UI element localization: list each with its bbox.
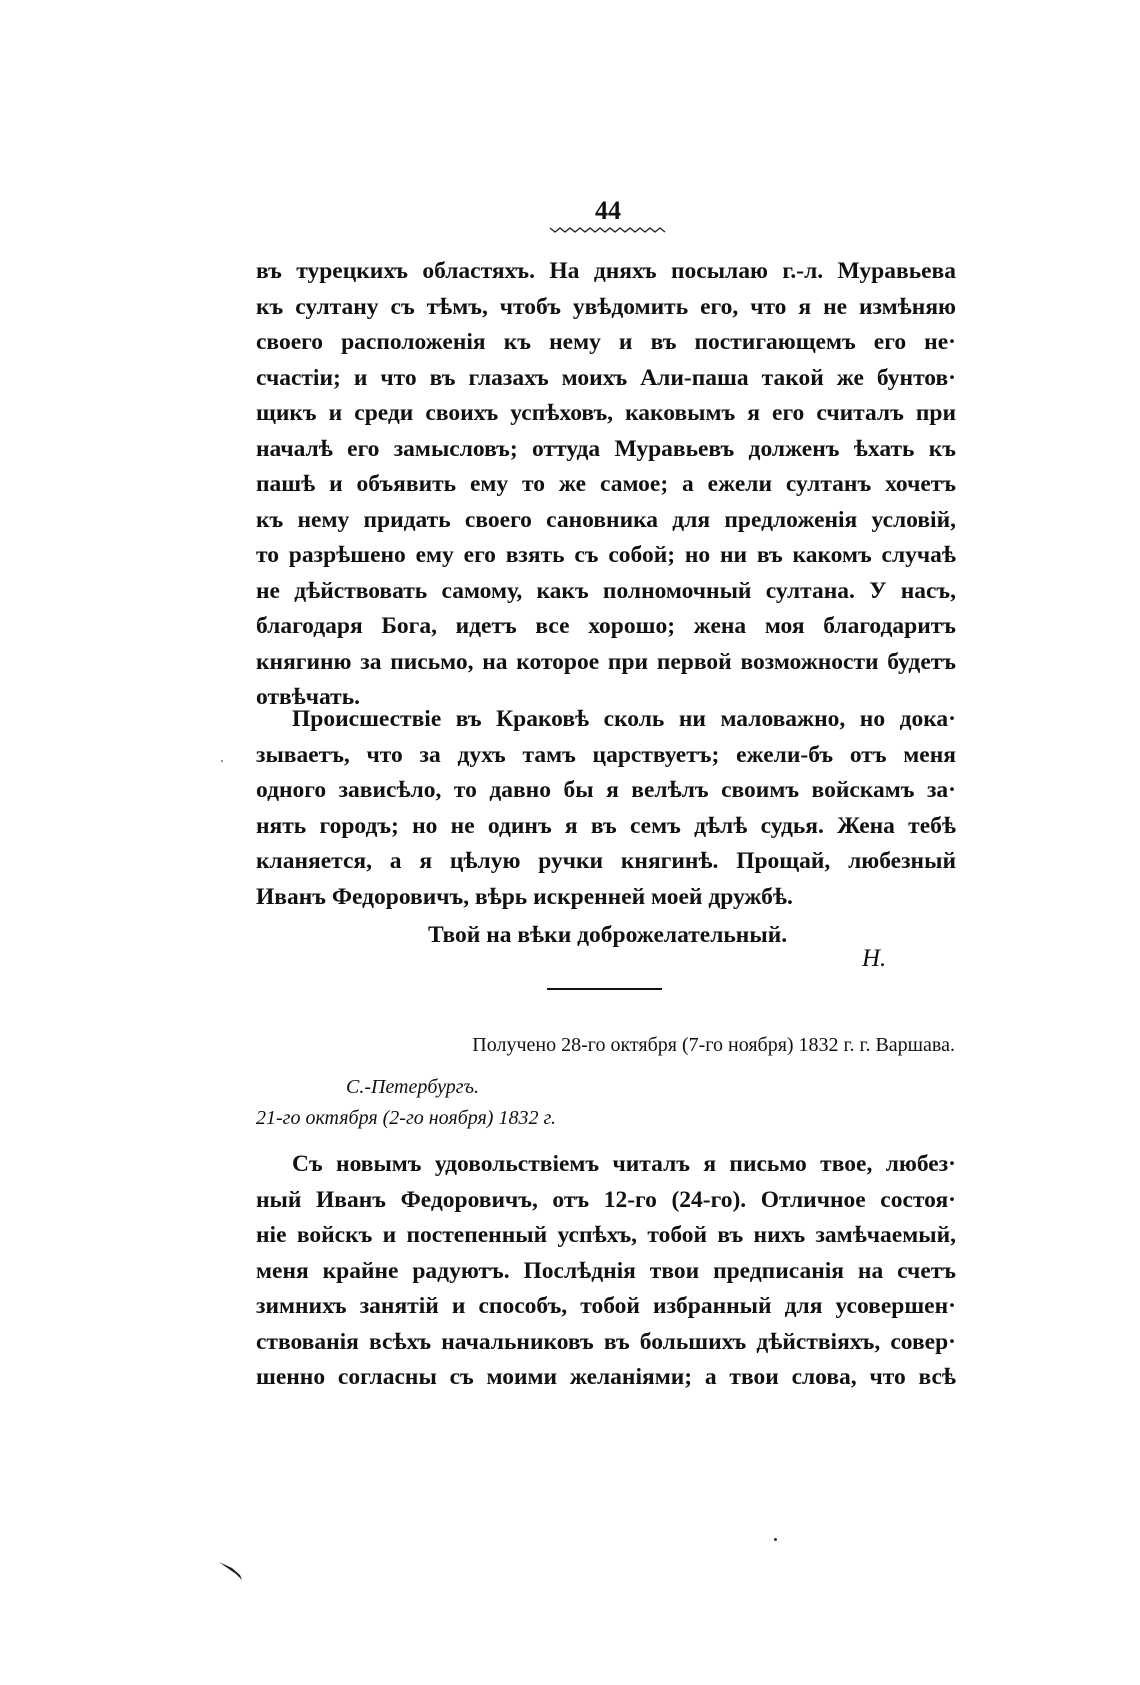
text-line: пашѣ и объявить ему то же самое; а ежели султанъ хочетъ [256,471,956,497]
text-line: къ султану съ тѣмъ, чтобъ увѣдомить его, что я не измѣняю [256,293,956,320]
text-line: Съ новымъ удовольствіемъ читалъ я письмо твое, любез· [292,1151,956,1177]
letter-paragraph-3 [256,1147,956,1396]
text-line: шенно согласны съ моими желаніями; а твои слова, что всѣ [256,1364,956,1390]
text-line: не дѣйствовать самому, какъ полномочный султана. У насъ, [256,577,956,604]
text-line: княгиню за письмо, на которое при первой возможности будетъ [256,648,956,675]
signature: Н. [862,945,887,972]
text-line: щикъ и среди своихъ успѣховъ, каковымъ я его считалъ при [256,400,956,426]
text-line: Происшествіе въ Краковѣ сколь ни маловажно, но дока· [292,706,956,732]
text-line: Иванъ Федоровичъ, вѣрь искренней моей дружбѣ. [256,883,793,910]
text-line: счастіи; и что въ глазахъ моихъ Али-паша такой же бунтов· [256,364,956,391]
text-line: къ нему придать своего сановника для предложенія условій, [256,506,956,533]
text-line: зимнихъ занятій и способъ, тобой избранный для усовершен· [256,1293,956,1319]
page-number: 44 [595,196,621,225]
letter-date: 21-го октября (2-го ноября) 1832 г. [256,1107,556,1129]
scan-speck [774,1538,777,1541]
text-line: въ турецкихъ областяхъ. На дняхъ посылаю г.-л. Муравьева [256,258,956,284]
text-line: ствованія всѣхъ начальниковъ въ большихъ дѣйствіяхъ, совер· [256,1328,956,1355]
text-line: кланяется, а я цѣлую ручки княгинѣ. Прощай, любезный [256,848,956,874]
text-line: отвѣчать. [256,684,361,710]
text-line: зываетъ, что за духъ тамъ царствуетъ; ежели-бъ отъ меня [256,741,956,768]
letter-paragraph-2 [256,702,956,915]
text-line: благодаря Бога, идетъ все хорошо; жена моя благодаритъ [256,613,956,639]
letter-paragraph-1 [256,254,956,716]
text-line: меня крайне радуютъ. Послѣднія твои предписанія на счетъ [256,1257,956,1284]
section-divider [547,988,662,990]
closing-line: Твой на вѣки доброжелательный. [428,922,788,948]
text-line: своего расположенія къ нему и въ постигающемъ его не· [256,329,956,355]
text-line: то разрѣшено ему его взять съ собой; но ни въ какомъ случаѣ [256,542,956,568]
text-line: началѣ его замысловъ; оттуда Муравьевъ долженъ ѣхать къ [256,435,956,462]
received-note: Получено 28-го октября (7-го ноября) 1832 г. г. Варшава. [472,1034,955,1056]
text-line: нять городъ; но не одинъ я въ семъ дѣлѣ судья. Жена тебѣ [256,812,956,839]
scan-speck [221,760,223,762]
text-line: ный Иванъ Федоровичъ, отъ 12-го (24-го). Отличное состоя· [256,1186,956,1213]
letter-place: С.-Петербургъ. [346,1076,479,1098]
text-line: ніе войскъ и постепенный успѣхъ, тобой въ нихъ замѣчаемый, [256,1222,956,1248]
text-line: одного зависѣло, то давно бы я велѣлъ своимъ войскамъ за· [256,777,956,803]
page-number-ornament [548,224,668,234]
scan-mark-icon [218,1560,244,1582]
